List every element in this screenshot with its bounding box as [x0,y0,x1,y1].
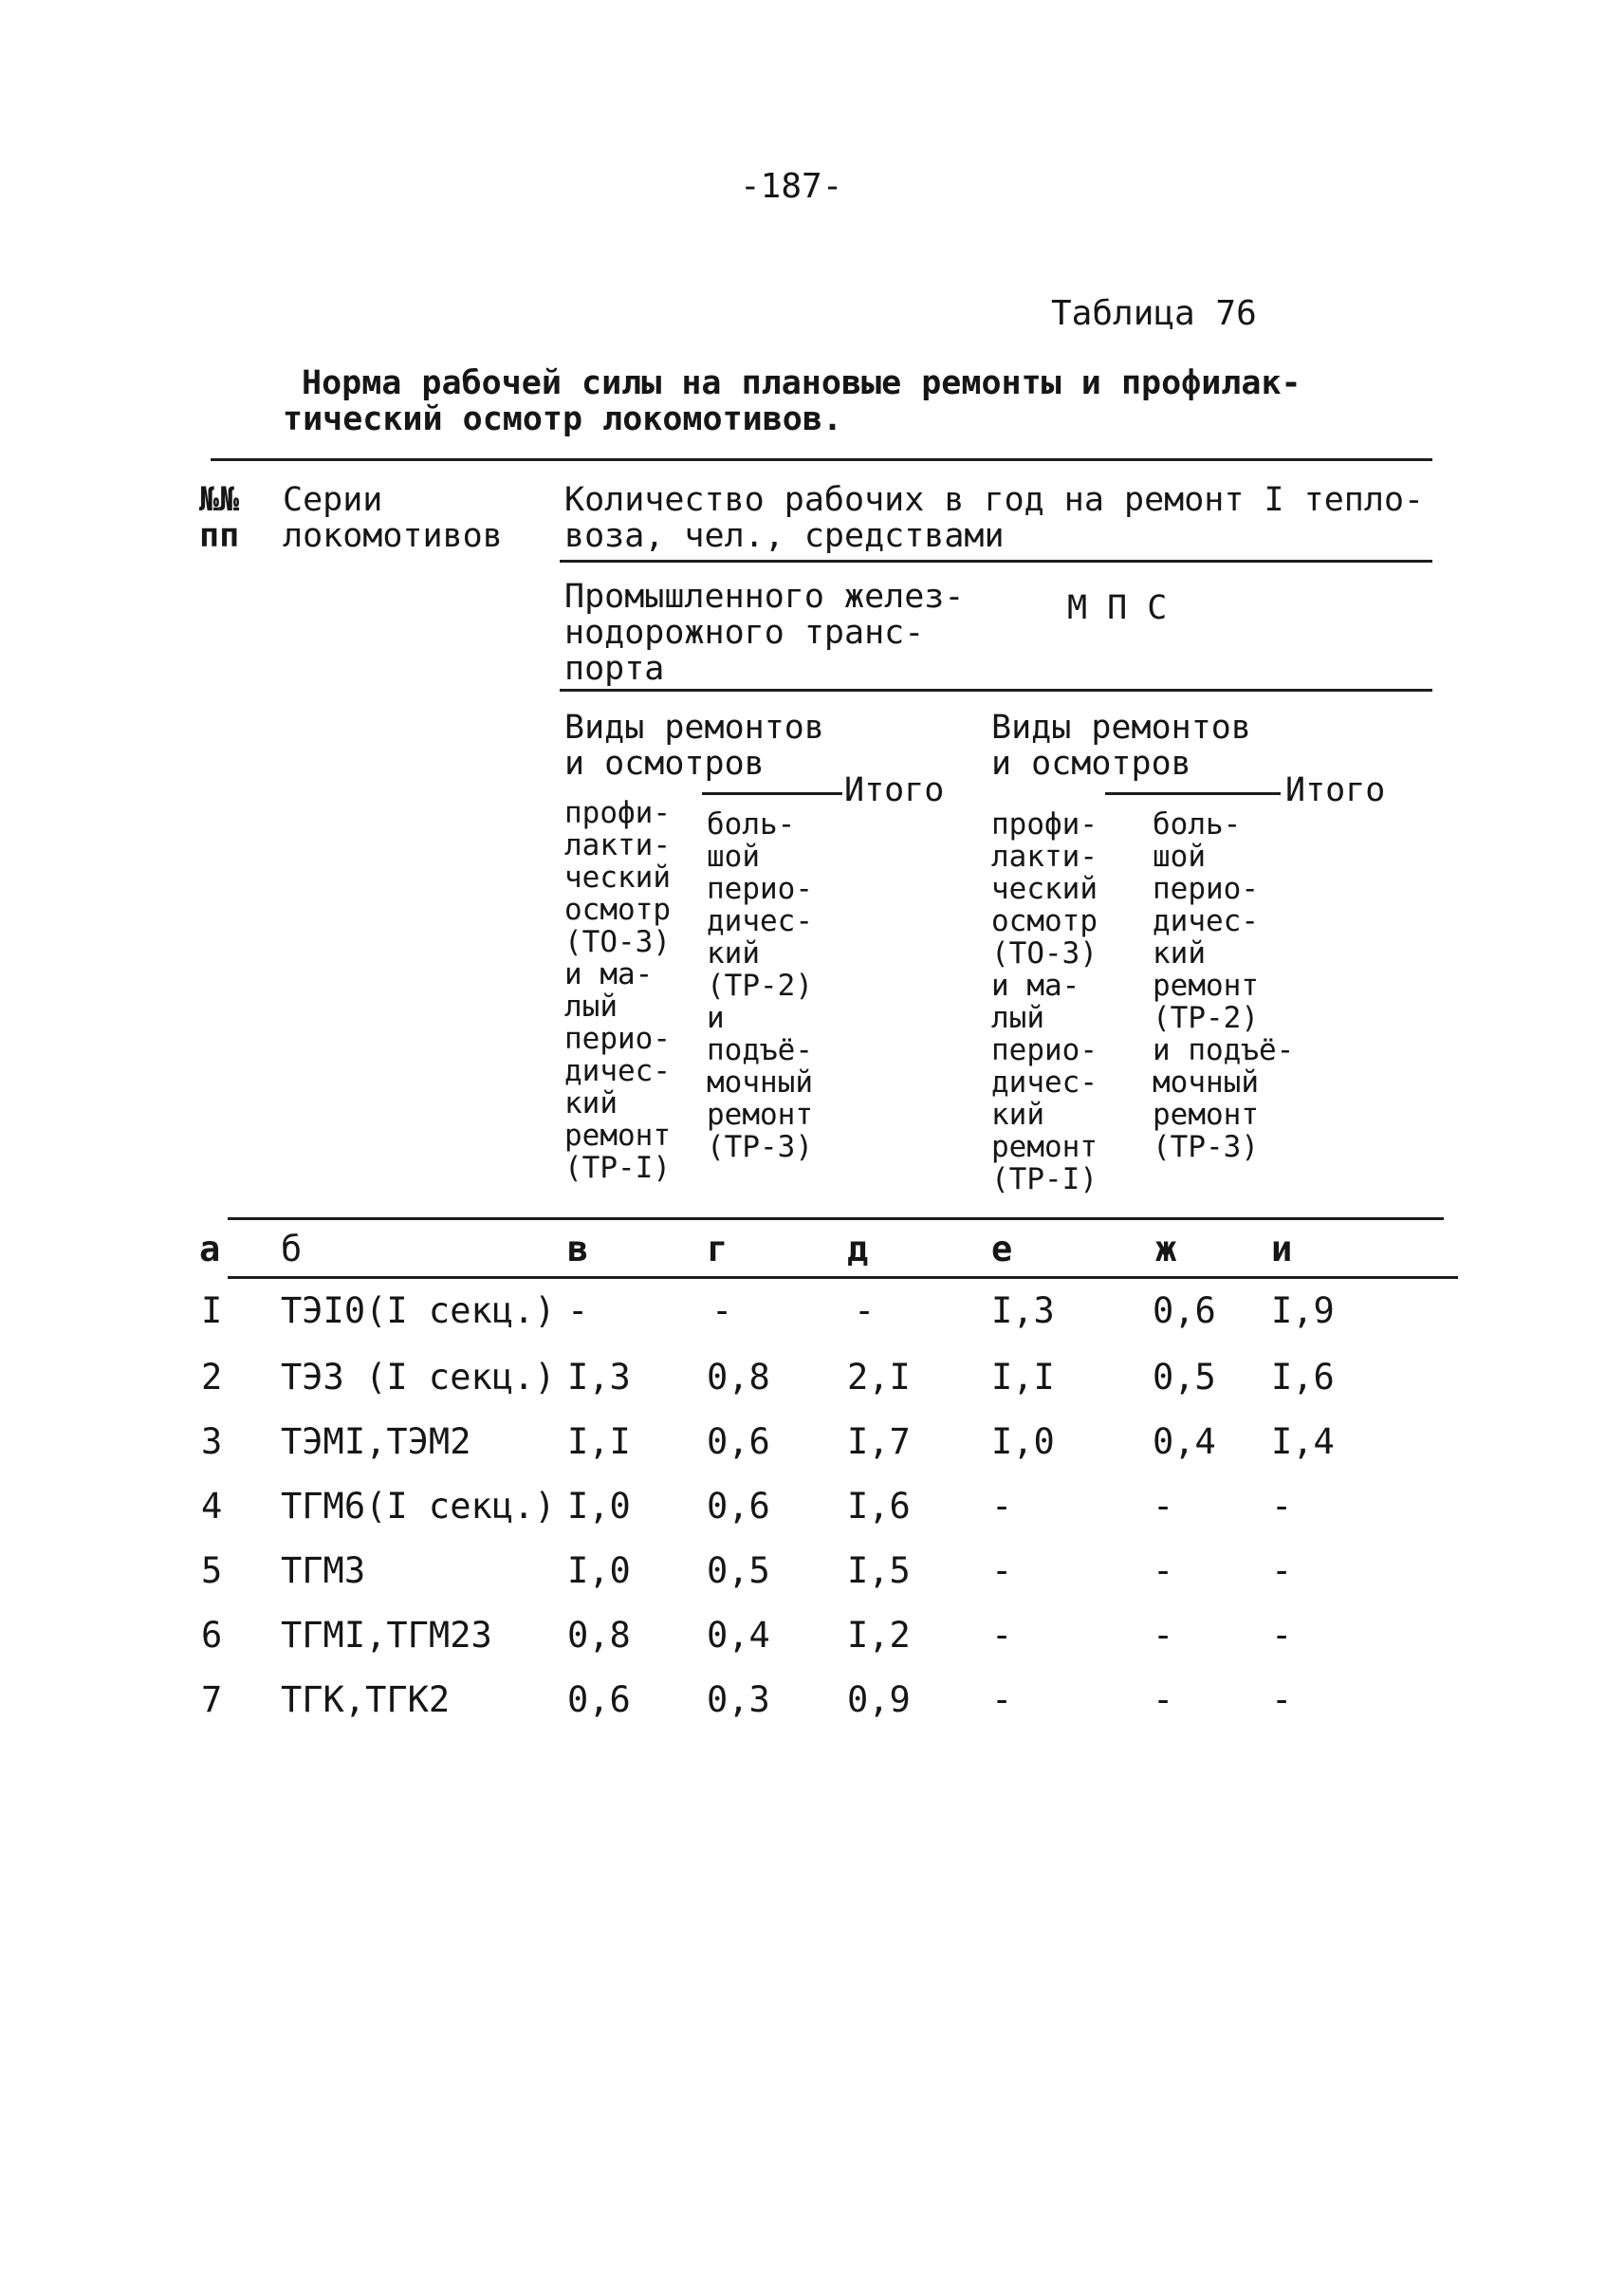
table-cell: - [991,1486,1013,1527]
table-cell: ТГМI,ТГМ23 [281,1615,492,1656]
table-caption-line2: тический осмотр локомотивов. [283,400,843,438]
table-cell: 0,4 [1153,1421,1216,1462]
table-cell: 5 [201,1550,223,1591]
table-cell: - [1271,1615,1293,1656]
col-letter-g: г [707,1229,729,1269]
table-cell: 0,5 [1153,1357,1216,1398]
table-cell: 2 [201,1357,223,1398]
header-kinds-left: Виды ремонтов и осмотров [564,709,824,783]
table-cell: I,3 [991,1290,1055,1331]
header-number: №№ пп [199,481,240,555]
table-cell: I,4 [1271,1421,1335,1462]
header-col-v: профи- лакти- ческий осмотр (ТО-3) и ма- лый перио- дичес- кий ремонт (ТР-I) [564,796,671,1185]
page-number: -187- [740,167,843,206]
table-caption-line1: Норма рабочей силы на плановые ремонты и профилак- [302,364,1301,402]
header-main: Количество рабочих в год на ремонт I тепло- воза, чел., средствами [564,481,1425,555]
table-cell: 7 [201,1679,223,1720]
table-cell: - [1153,1486,1174,1527]
table-cell: I,I [991,1357,1055,1398]
table-cell: - [1271,1679,1293,1720]
header-col-g: боль- шой перио- дичес- кий (ТР-2) и подъё- мочный ремонт (ТР-3) [707,807,813,1164]
table-cell: I,3 [567,1357,631,1398]
table-cell: I,6 [1271,1357,1335,1398]
table-cell: 0,8 [567,1615,631,1656]
table-cell: - [567,1290,589,1331]
col-letter-zh: ж [1155,1229,1177,1269]
col-letter-b: б [281,1229,303,1269]
table-cell: 0,6 [707,1421,770,1462]
col-letter-a: а [199,1229,221,1269]
table-cell: - [1271,1486,1293,1527]
table-cell: 0,8 [707,1357,770,1398]
table-cell: - [1153,1550,1174,1591]
table-cell: - [991,1550,1013,1591]
table-cell: I,6 [847,1486,911,1527]
table-cell: I,I [567,1421,631,1462]
table-cell: I,9 [1271,1290,1335,1331]
header-col-e: профи- лакти- ческий осмотр (ТО-3) и ма- лый перио- дичес- кий ремонт (ТР-I) [991,807,1098,1196]
table-cell: I,0 [991,1421,1055,1462]
rule-under-main [560,560,1432,563]
table-cell: 6 [201,1615,223,1656]
table-cell: ТГМ3 [281,1550,366,1591]
col-letter-v: в [567,1229,589,1269]
table-cell: 0,4 [707,1615,770,1656]
table-cell: I,0 [567,1486,631,1527]
rule-top [211,458,1432,461]
col-letter-d: д [847,1229,869,1269]
table-cell: 4 [201,1486,223,1527]
rule-letters-bottom [228,1276,1458,1279]
table-cell: - [991,1679,1013,1720]
header-col-zh: боль- шой перио- дичес- кий ремонт (ТР-2) и подъё- мочный ремонт (ТР-3) [1153,807,1295,1164]
table-cell: - [1153,1615,1174,1656]
table-cell: I,5 [847,1550,911,1591]
table-cell: - [854,1290,876,1331]
table-cell: 2,I [847,1357,911,1398]
table-cell: ТЭI0(I секц.) [281,1290,556,1331]
rule-kinds-right [1105,792,1281,795]
rule-header-bottom [228,1217,1444,1220]
header-total-right: Итого [1285,771,1386,809]
table-cell: - [991,1615,1013,1656]
col-letter-i: и [1271,1229,1293,1269]
table-cell: I,2 [847,1615,911,1656]
header-total-left: Итого [844,771,945,809]
table-cell: 0,5 [707,1550,770,1591]
table-cell: ТЭ3 (I секц.) [281,1357,556,1398]
table-cell: 0,6 [707,1486,770,1527]
table-cell: 0,9 [847,1679,911,1720]
table-cell: 0,3 [707,1679,770,1720]
table-cell: ТЭМI,ТЭМ2 [281,1421,471,1462]
header-industrial: Промышленного желез- нодорожного транс- порта [564,578,965,688]
header-kinds-right: Виды ремонтов и осмотров [991,709,1251,783]
table-cell: - [711,1290,733,1331]
rule-kinds-left [702,792,842,795]
col-letter-e: е [991,1229,1013,1269]
table-cell: ТГМ6(I секц.) [281,1486,556,1527]
table-cell: I [201,1290,223,1331]
table-cell: I,0 [567,1550,631,1591]
table-cell: 0,6 [1153,1290,1216,1331]
table-label: Таблица 76 [1051,294,1257,333]
table-cell: 0,6 [567,1679,631,1720]
header-series: Серии локомотивов [283,481,503,555]
table-cell: 3 [201,1421,223,1462]
table-cell: - [1271,1550,1293,1591]
table-cell: ТГК,ТГК2 [281,1679,451,1720]
rule-under-groups [560,689,1432,692]
table-cell: - [1153,1679,1174,1720]
table-cell: I,7 [847,1421,911,1462]
header-mps: М П С [1067,589,1168,627]
